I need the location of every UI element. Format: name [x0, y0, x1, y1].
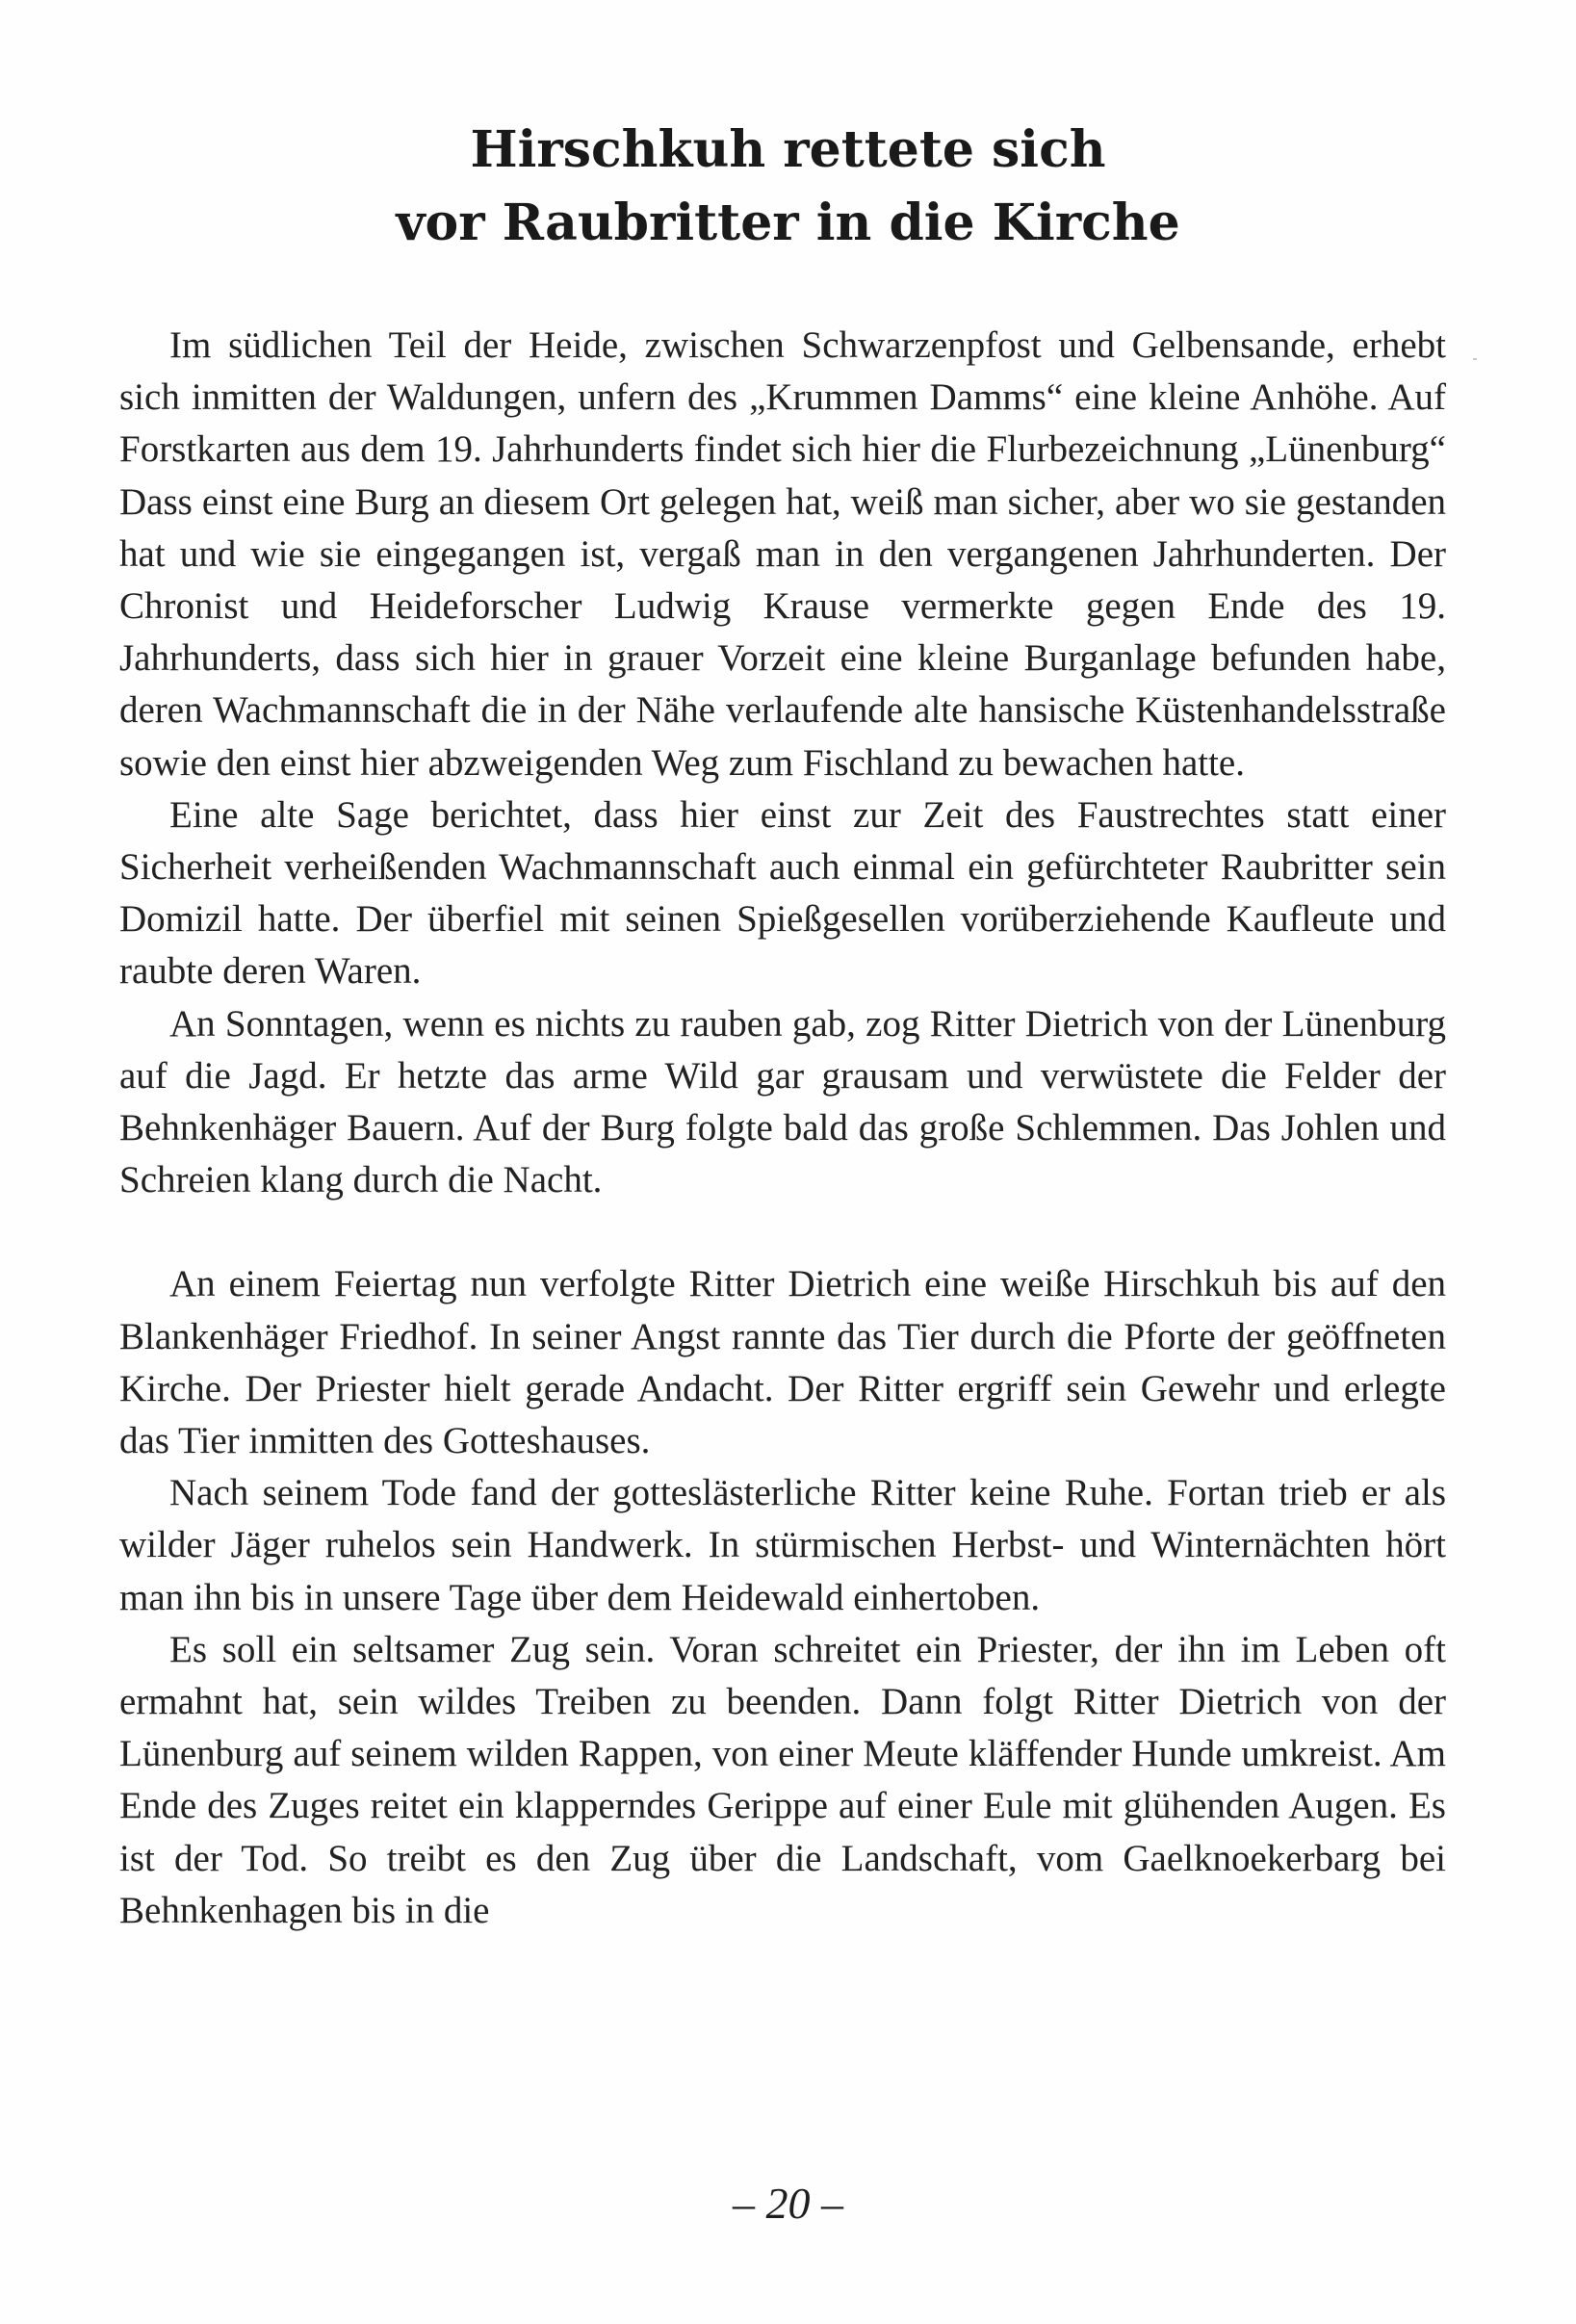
scan-speck	[1473, 358, 1477, 360]
paragraph: Im südlichen Teil der Heide, zwischen Schwarzenpfost und Gelbensande, erhebt sich inmitten der Waldungen, unfern des „Krummen Damms“ eine kleine Anhöhe. Auf Forstkarten aus dem 19. Jahrhunderts findet sich hier die Flurbezeichnung „Lünenburg“ Dass einst eine Burg an diesem Ort gelegen hat, weiß man sicher, aber wo sie gestanden hat und wie sie eingegangen ist, vergaß man in den vergangenen Jahrhunderten. Der Chronist und Heideforscher Ludwig Krause vermerkte gegen Ende des 19. Jahrhunderts, dass sich hier in grauer Vorzeit eine kleine Burganlage befunden habe, deren Wachmannschaft die in der Nähe verlaufende alte hansische Küstenhandelsstraße sowie den einst hier abzweigenden Weg zum Fischland zu bewachen hatte.	[119, 324, 1446, 784]
paragraph: An Sonntagen, wenn es nichts zu rauben gab, zog Ritter Dietrich von der Lünenburg auf die Jagd. Er hetzte das arme Wild gar grausam und verwüstete die Felder der Behnkenhäger Bauern. Auf der Burg folgte bald das große Schlemmen. Das Johlen und Schreien klang durch die Nacht.	[119, 1002, 1446, 1201]
paragraph: An einem Feiertag nun verfolgte Ritter Dietrich eine weiße Hirschkuh bis auf den Blankenhäger Friedhof. In seiner Angst rannte das Tier durch die Pforte der geöffneten Kirche. Der Priester hielt gerade Andacht. Der Ritter ergriff sein Gewehr und erlegte das Tier inmitten des Gotteshauses.	[119, 1263, 1446, 1462]
title-line-1: Hirschkuh rettete sich	[470, 120, 1106, 179]
body-text	[119, 320, 1446, 1937]
paragraph: Eine alte Sage berichtet, dass hier einst zur Zeit des Faustrechtes statt einer Sicherheit verheißenden Wachmannschaft auch einmal ein gefürchteter Raubritter sein Domizil hatte. Der überfiel mit seinen Spießgesellen vorüberziehende Kaufleute und raubte deren Waren.	[119, 793, 1446, 993]
paragraph: Nach seinem Tode fand der gotteslästerliche Ritter keine Ruhe. Fortan trieb er als wilder Jäger ruhelos sein Handwerk. In stürmischen Herbst- und Winternächten hört man ihn bis in unsere Tage über dem Heidewald einhertoben.	[119, 1472, 1446, 1618]
paragraph: Es soll ein seltsamer Zug sein. Voran schreitet ein Priester, der ihn im Leben oft ermahnt hat, sein wildes Treiben zu beenden. Dann folgt Ritter Dietrich von der Lünenburg auf seinem wilden Rappen, von einer Meute kläffender Hunde umkreist. Am Ende des Zuges reitet ein klapperndes Gerippe auf einer Eule mit glühenden Augen. Es ist der Tod. So treibt es den Zug über die Landschaft, vom Gaelknoekerbarg bei Behnkenhagen bis in die	[119, 1628, 1446, 1931]
page-number: – 20 –	[733, 2179, 843, 2228]
title-line-2: vor Raubritter in die Kirche	[396, 194, 1180, 252]
page-title	[0, 114, 1576, 260]
